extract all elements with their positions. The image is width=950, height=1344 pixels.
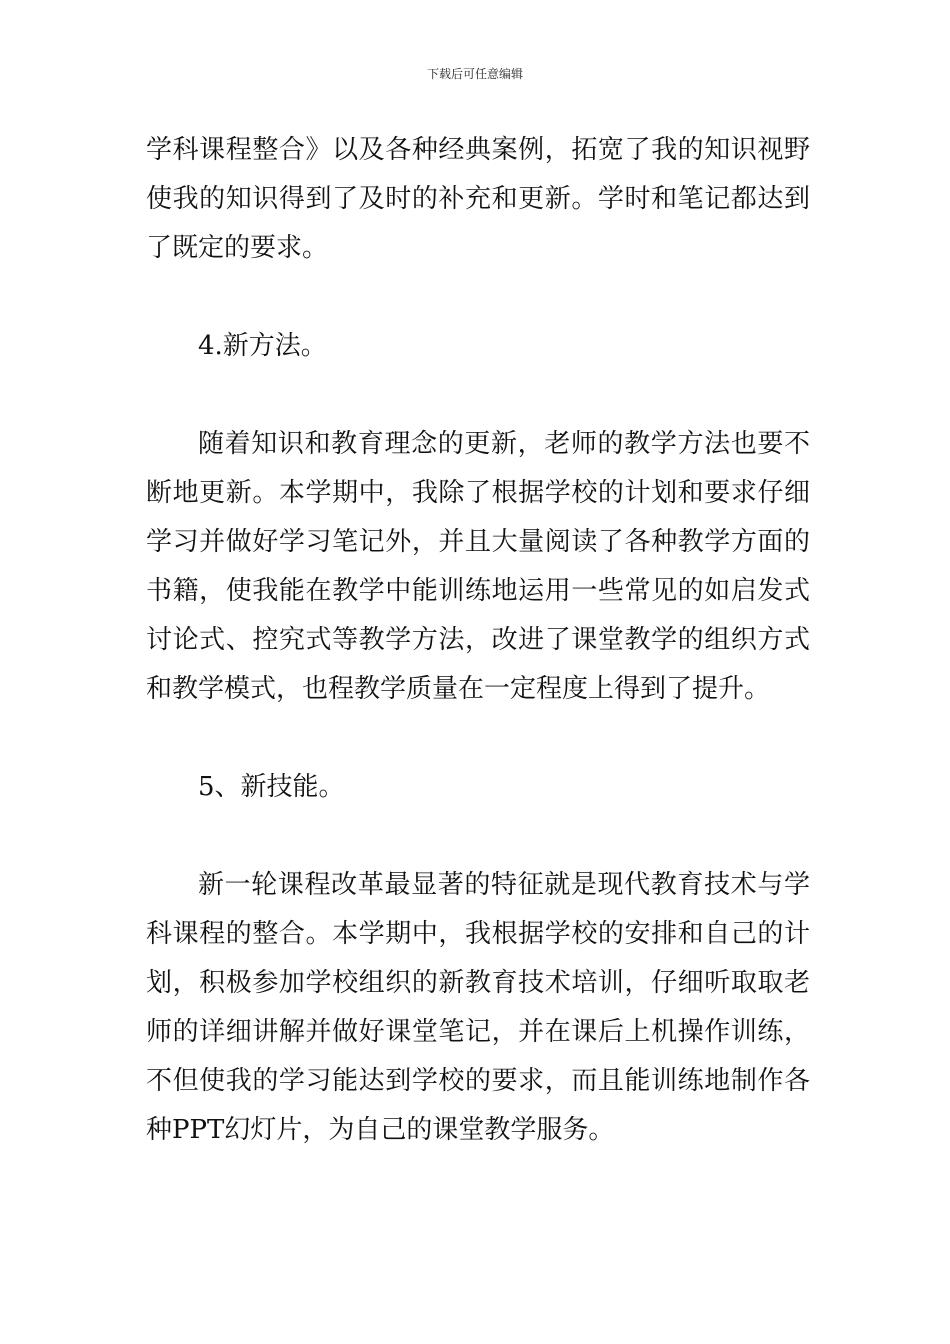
paragraph-new-skills: [146, 861, 810, 1155]
text-line: 不但使我的学习能达到学校的要求，而且能训练地制作各: [146, 1066, 810, 1096]
text-line: 新一轮课程改革最显著的特征就是现代教育技术与学: [198, 870, 810, 900]
paragraph-new-methods: [146, 420, 810, 714]
page-header: 下载后可任意编辑: [426, 67, 523, 81]
text-line: 学科课程整合》以及各种经典案例，拓宽了我的知识视野: [146, 135, 810, 165]
text-line: 种PPT幻灯片，为自己的课堂教学服务。: [146, 1115, 615, 1145]
text-line: 学习并做好学习笔记外，并且大量阅读了各种教学方面的: [146, 527, 810, 557]
text-line: 划，积极参加学校组织的新教育技术培训，仔细听取取老: [146, 968, 810, 998]
document-body: [146, 126, 810, 1155]
text-line: 书籍，使我能在教学中能训练地运用一些常见的如启发式: [146, 576, 810, 606]
text-line: 和教学模式，也程教学质量在一定程度上得到了提升。: [146, 674, 771, 704]
text-line: 随着知识和教育理念的更新，老师的教学方法也要不: [198, 429, 810, 459]
text-line: 师的详细讲解并做好课堂笔记，并在课后上机操作训练，: [146, 1017, 810, 1047]
section-heading-new-methods: 4.新方法。: [198, 331, 327, 361]
section-heading-new-skills: 5、新技能。: [198, 772, 345, 802]
text-line: 使我的知识得到了及时的补充和更新。学时和笔记都达到: [146, 184, 810, 214]
paragraph-continuation: [146, 126, 810, 273]
text-line: 讨论式、控究式等教学方法，改进了课堂教学的组织方式: [146, 625, 810, 655]
text-line: 断地更新。本学期中，我除了根据学校的计划和要求仔细: [146, 478, 810, 508]
text-line: 了既定的要求。: [146, 233, 329, 263]
text-line: 科课程的整合。本学期中，我根据学校的安排和自己的计: [146, 919, 810, 949]
